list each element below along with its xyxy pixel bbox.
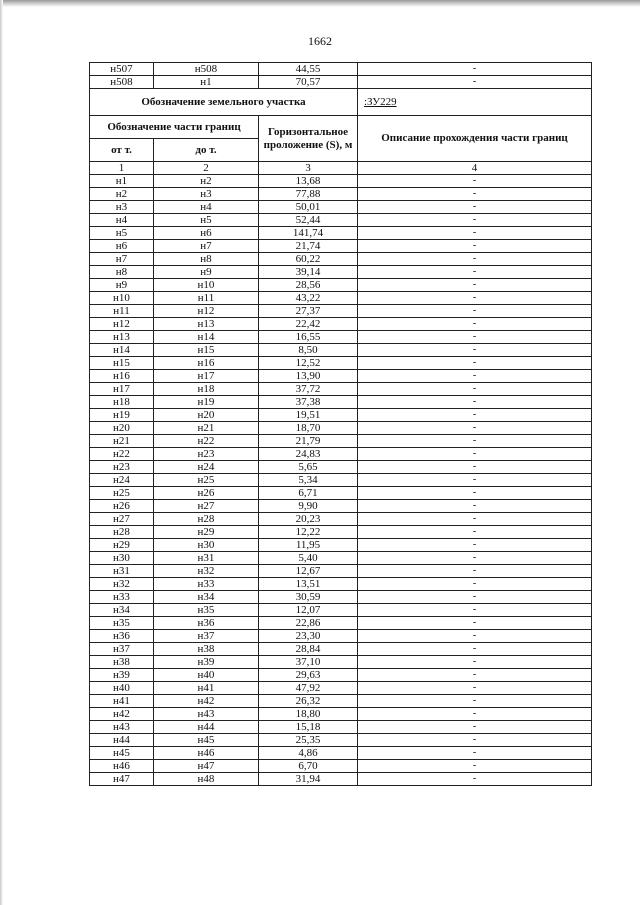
to-point-cell: н6 — [154, 227, 259, 240]
to-point-cell: н44 — [154, 721, 259, 734]
description-cell: - — [358, 409, 592, 422]
table-row — [90, 734, 592, 747]
from-point-cell: н16 — [90, 370, 154, 383]
length-cell: 16,55 — [259, 331, 358, 344]
to-point-cell: н33 — [154, 578, 259, 591]
from-point-cell: н35 — [90, 617, 154, 630]
to-point-cell: н19 — [154, 396, 259, 409]
from-point-cell: н36 — [90, 630, 154, 643]
to-point-cell: н42 — [154, 695, 259, 708]
table-row — [90, 292, 592, 305]
to-point-cell: н4 — [154, 201, 259, 214]
to-point-cell: н47 — [154, 760, 259, 773]
length-cell: 22,86 — [259, 617, 358, 630]
table-row — [90, 76, 592, 89]
table-row — [90, 708, 592, 721]
description-cell: - — [358, 188, 592, 201]
description-cell: - — [358, 175, 592, 188]
length-cell: 9,90 — [259, 500, 358, 513]
length-cell: 12,67 — [259, 565, 358, 578]
description-cell: - — [358, 240, 592, 253]
description-cell: - — [358, 357, 592, 370]
from-point-cell: н17 — [90, 383, 154, 396]
to-point-cell: н30 — [154, 539, 259, 552]
from-point-cell: н29 — [90, 539, 154, 552]
from-point-cell: н19 — [90, 409, 154, 422]
description-cell: - — [358, 435, 592, 448]
boundary-rows-body — [90, 175, 592, 786]
table-row — [90, 279, 592, 292]
description-cell: - — [358, 747, 592, 760]
to-point-cell: н28 — [154, 513, 259, 526]
to-point-cell: н41 — [154, 682, 259, 695]
description-cell: - — [358, 266, 592, 279]
to-point-cell: н22 — [154, 435, 259, 448]
length-cell: 47,92 — [259, 682, 358, 695]
table-row — [90, 695, 592, 708]
from-point-cell: н32 — [90, 578, 154, 591]
length-cell: 28,56 — [259, 279, 358, 292]
table-row — [90, 318, 592, 331]
to-point-cell: н2 — [154, 175, 259, 188]
table-row — [90, 461, 592, 474]
scan-top-edge — [0, 0, 640, 7]
description-cell: - — [358, 331, 592, 344]
description-cell: - — [358, 474, 592, 487]
length-cell: 26,32 — [259, 695, 358, 708]
length-cell: 8,50 — [259, 344, 358, 357]
from-point-cell: н6 — [90, 240, 154, 253]
from-point-cell: н31 — [90, 565, 154, 578]
from-point-cell: н14 — [90, 344, 154, 357]
to-point-cell: н38 — [154, 643, 259, 656]
length-cell: 29,63 — [259, 669, 358, 682]
length-cell: 37,10 — [259, 656, 358, 669]
description-cell: - — [358, 305, 592, 318]
length-cell: 31,94 — [259, 773, 358, 786]
table-row — [90, 617, 592, 630]
from-point-cell: н18 — [90, 396, 154, 409]
table-row — [90, 357, 592, 370]
from-point-cell: н507 — [90, 63, 154, 76]
to-point-cell: н16 — [154, 357, 259, 370]
table-row — [90, 396, 592, 409]
description-cell: - — [358, 773, 592, 786]
from-point-cell: н45 — [90, 747, 154, 760]
length-cell: 13,51 — [259, 578, 358, 591]
column-number-row — [90, 162, 592, 175]
description-cell: - — [358, 604, 592, 617]
table-row — [90, 63, 592, 76]
description-cell: - — [358, 422, 592, 435]
table-row — [90, 214, 592, 227]
table-row — [90, 747, 592, 760]
table-row — [90, 266, 592, 279]
length-cell: 39,14 — [259, 266, 358, 279]
table-row — [90, 591, 592, 604]
description-cell: - — [358, 578, 592, 591]
from-point-cell: н1 — [90, 175, 154, 188]
table-row — [90, 474, 592, 487]
from-point-cell: н46 — [90, 760, 154, 773]
to-point-cell: н36 — [154, 617, 259, 630]
description-cell: - — [358, 344, 592, 357]
from-point-cell: н24 — [90, 474, 154, 487]
from-point-cell: н8 — [90, 266, 154, 279]
length-cell: 19,51 — [259, 409, 358, 422]
from-point-cell: н39 — [90, 669, 154, 682]
table-row — [90, 552, 592, 565]
from-point-cell: н3 — [90, 201, 154, 214]
length-cell: 15,18 — [259, 721, 358, 734]
boundary-part-header: Обозначение части границ — [90, 116, 259, 139]
parcel-title: Обозначение земельного участка — [90, 89, 358, 116]
to-point-cell: н23 — [154, 448, 259, 461]
from-point-cell: н12 — [90, 318, 154, 331]
length-cell: 18,80 — [259, 708, 358, 721]
table-row — [90, 500, 592, 513]
table-row — [90, 578, 592, 591]
description-cell: - — [358, 396, 592, 409]
to-point-cell: н21 — [154, 422, 259, 435]
from-point-cell: н9 — [90, 279, 154, 292]
from-point-cell: н508 — [90, 76, 154, 89]
to-point-cell: н9 — [154, 266, 259, 279]
description-cell: - — [358, 279, 592, 292]
length-cell: 5,65 — [259, 461, 358, 474]
length-cell: 21,79 — [259, 435, 358, 448]
from-point-cell: н13 — [90, 331, 154, 344]
length-cell: 141,74 — [259, 227, 358, 240]
table-row — [90, 253, 592, 266]
description-cell: - — [358, 643, 592, 656]
length-cell: 12,07 — [259, 604, 358, 617]
from-point-cell: н40 — [90, 682, 154, 695]
description-cell: - — [358, 76, 592, 89]
description-cell: - — [358, 760, 592, 773]
description-cell: - — [358, 500, 592, 513]
description-cell: - — [358, 487, 592, 500]
table-row — [90, 370, 592, 383]
from-point-cell: н41 — [90, 695, 154, 708]
length-cell: 27,37 — [259, 305, 358, 318]
length-cell: 44,55 — [259, 63, 358, 76]
length-cell: 28,84 — [259, 643, 358, 656]
to-point-cell: н12 — [154, 305, 259, 318]
to-point-cell: н34 — [154, 591, 259, 604]
description-cell: - — [358, 448, 592, 461]
from-point-cell: н33 — [90, 591, 154, 604]
length-cell: 12,22 — [259, 526, 358, 539]
length-cell: 6,71 — [259, 487, 358, 500]
column-number: 2 — [154, 162, 259, 175]
table-row — [90, 760, 592, 773]
to-point-cell: н14 — [154, 331, 259, 344]
length-cell: 5,34 — [259, 474, 358, 487]
table-row — [90, 188, 592, 201]
to-point-header: до т. — [154, 139, 259, 162]
from-point-cell: н44 — [90, 734, 154, 747]
length-cell: 12,52 — [259, 357, 358, 370]
description-cell: - — [358, 591, 592, 604]
description-cell: - — [358, 617, 592, 630]
length-cell: 37,38 — [259, 396, 358, 409]
table-row — [90, 227, 592, 240]
table-row — [90, 305, 592, 318]
from-point-cell: н15 — [90, 357, 154, 370]
to-point-cell: н48 — [154, 773, 259, 786]
table-row — [90, 565, 592, 578]
length-cell: 13,68 — [259, 175, 358, 188]
description-cell: - — [358, 552, 592, 565]
to-point-cell: н37 — [154, 630, 259, 643]
from-point-cell: н42 — [90, 708, 154, 721]
table-row — [90, 383, 592, 396]
from-point-cell: н4 — [90, 214, 154, 227]
table-row — [90, 669, 592, 682]
from-point-cell: н10 — [90, 292, 154, 305]
table-row — [90, 448, 592, 461]
length-cell: 70,57 — [259, 76, 358, 89]
from-point-cell: н47 — [90, 773, 154, 786]
length-cell: 11,95 — [259, 539, 358, 552]
table-row — [90, 344, 592, 357]
table-row — [90, 240, 592, 253]
description-cell: - — [358, 695, 592, 708]
from-point-cell: н21 — [90, 435, 154, 448]
description-cell: - — [358, 526, 592, 539]
from-point-cell: н25 — [90, 487, 154, 500]
description-cell: - — [358, 383, 592, 396]
table-row — [90, 435, 592, 448]
length-cell: 77,88 — [259, 188, 358, 201]
description-cell: - — [358, 227, 592, 240]
table-row — [90, 539, 592, 552]
length-cell: 6,70 — [259, 760, 358, 773]
to-point-cell: н18 — [154, 383, 259, 396]
to-point-cell: н3 — [154, 188, 259, 201]
from-point-cell: н43 — [90, 721, 154, 734]
description-cell: - — [358, 682, 592, 695]
description-cell: - — [358, 370, 592, 383]
to-point-cell: н10 — [154, 279, 259, 292]
description-cell: - — [358, 214, 592, 227]
length-cell: 37,72 — [259, 383, 358, 396]
length-cell: 5,40 — [259, 552, 358, 565]
to-point-cell: н8 — [154, 253, 259, 266]
description-cell: - — [358, 253, 592, 266]
from-point-cell: н7 — [90, 253, 154, 266]
from-point-cell: н28 — [90, 526, 154, 539]
to-point-cell: н508 — [154, 63, 259, 76]
to-point-cell: н24 — [154, 461, 259, 474]
description-cell: - — [358, 201, 592, 214]
to-point-cell: н43 — [154, 708, 259, 721]
to-point-cell: н20 — [154, 409, 259, 422]
table-row — [90, 721, 592, 734]
scan-left-edge — [0, 0, 3, 905]
to-point-cell: н27 — [154, 500, 259, 513]
table-row — [90, 773, 592, 786]
from-point-cell: н22 — [90, 448, 154, 461]
table-row — [90, 422, 592, 435]
from-point-cell: н20 — [90, 422, 154, 435]
table-row — [90, 409, 592, 422]
to-point-cell: н45 — [154, 734, 259, 747]
to-point-cell: н31 — [154, 552, 259, 565]
length-cell: 18,70 — [259, 422, 358, 435]
description-cell: - — [358, 318, 592, 331]
page-number: 1662 — [308, 34, 332, 48]
to-point-cell: н39 — [154, 656, 259, 669]
to-point-cell: н32 — [154, 565, 259, 578]
length-cell: 4,86 — [259, 747, 358, 760]
description-cell: - — [358, 656, 592, 669]
table-row — [90, 630, 592, 643]
table-row — [90, 526, 592, 539]
header-row — [90, 116, 592, 139]
length-cell: 20,23 — [259, 513, 358, 526]
from-point-cell: н38 — [90, 656, 154, 669]
description-cell: - — [358, 513, 592, 526]
to-point-cell: н11 — [154, 292, 259, 305]
from-point-header: от т. — [90, 139, 154, 162]
length-cell: 30,59 — [259, 591, 358, 604]
column-number: 3 — [259, 162, 358, 175]
from-point-cell: н5 — [90, 227, 154, 240]
description-cell: - — [358, 708, 592, 721]
to-point-cell: н5 — [154, 214, 259, 227]
table-row — [90, 331, 592, 344]
parcel-title-row — [90, 89, 592, 116]
to-point-cell: н15 — [154, 344, 259, 357]
length-cell: 43,22 — [259, 292, 358, 305]
from-point-cell: н23 — [90, 461, 154, 474]
table-row — [90, 682, 592, 695]
table-row — [90, 201, 592, 214]
table-row — [90, 604, 592, 617]
description-cell: - — [358, 721, 592, 734]
to-point-cell: н13 — [154, 318, 259, 331]
to-point-cell: н29 — [154, 526, 259, 539]
to-point-cell: н17 — [154, 370, 259, 383]
to-point-cell: н7 — [154, 240, 259, 253]
top-rows-body — [90, 63, 592, 175]
from-point-cell: н26 — [90, 500, 154, 513]
length-cell: 24,83 — [259, 448, 358, 461]
to-point-cell: н26 — [154, 487, 259, 500]
horizontal-length-header: Горизонтальное проложение (S), м — [259, 116, 358, 162]
from-point-cell: н27 — [90, 513, 154, 526]
length-cell: 22,42 — [259, 318, 358, 331]
description-cell: - — [358, 63, 592, 76]
column-number: 1 — [90, 162, 154, 175]
column-number: 4 — [358, 162, 592, 175]
table-row — [90, 513, 592, 526]
length-cell: 23,30 — [259, 630, 358, 643]
to-point-cell: н46 — [154, 747, 259, 760]
from-point-cell: н30 — [90, 552, 154, 565]
description-cell: - — [358, 461, 592, 474]
table-row — [90, 175, 592, 188]
description-cell: - — [358, 539, 592, 552]
length-cell: 52,44 — [259, 214, 358, 227]
length-cell: 13,90 — [259, 370, 358, 383]
table-row — [90, 643, 592, 656]
from-point-cell: н11 — [90, 305, 154, 318]
from-point-cell: н34 — [90, 604, 154, 617]
boundary-table — [89, 62, 592, 786]
description-cell: - — [358, 734, 592, 747]
table-row — [90, 656, 592, 669]
to-point-cell: н1 — [154, 76, 259, 89]
length-cell: 60,22 — [259, 253, 358, 266]
from-point-cell: н2 — [90, 188, 154, 201]
to-point-cell: н35 — [154, 604, 259, 617]
length-cell: 50,01 — [259, 201, 358, 214]
description-cell: - — [358, 630, 592, 643]
to-point-cell: н40 — [154, 669, 259, 682]
description-header: Описание прохождения части границ — [358, 116, 592, 162]
description-cell: - — [358, 565, 592, 578]
description-cell: - — [358, 292, 592, 305]
length-cell: 25,35 — [259, 734, 358, 747]
to-point-cell: н25 — [154, 474, 259, 487]
description-cell: - — [358, 669, 592, 682]
parcel-id-cell — [358, 89, 592, 116]
parcel-id: :ЗУ229 — [364, 96, 397, 108]
length-cell: 21,74 — [259, 240, 358, 253]
from-point-cell: н37 — [90, 643, 154, 656]
table-row — [90, 487, 592, 500]
